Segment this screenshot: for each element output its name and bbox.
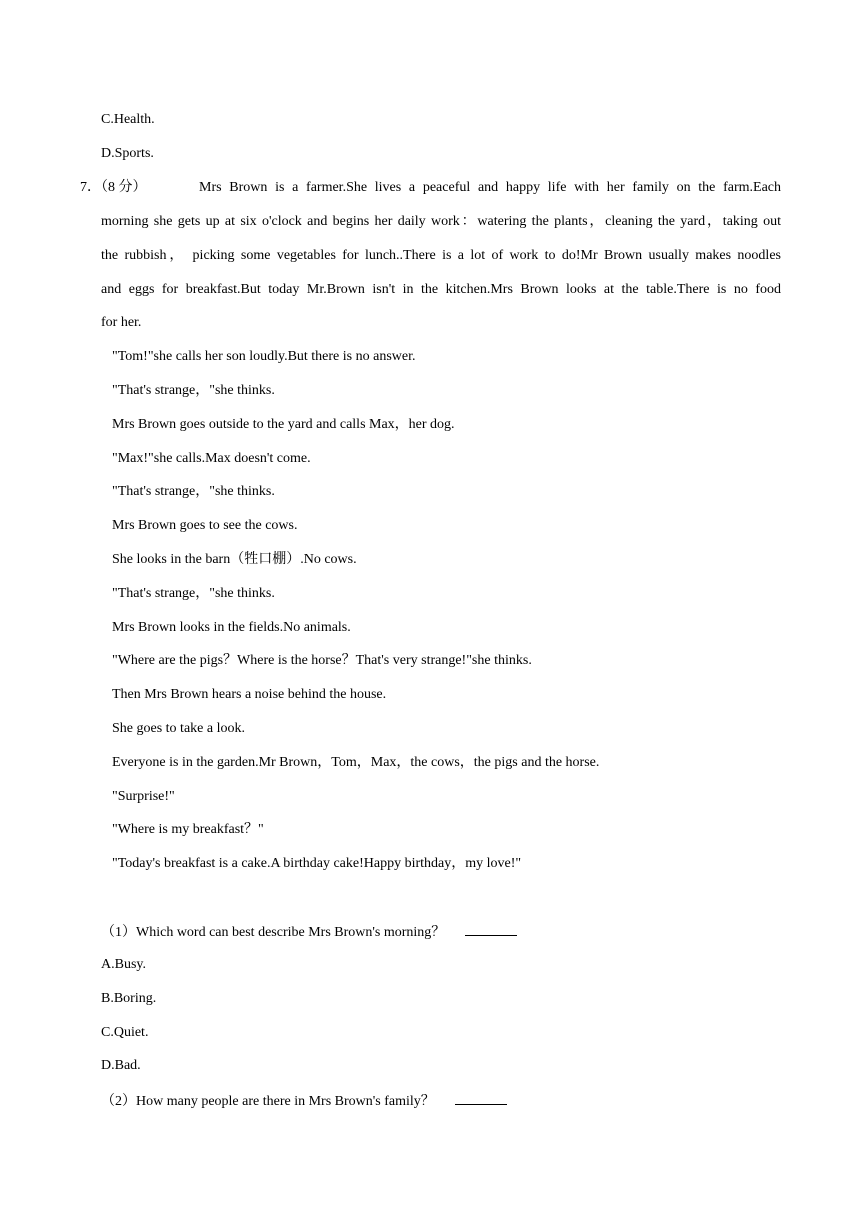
passage-line: Mrs Brown is a farmer.She lives a peaceful and happy life with her family on the farm.Each [199,180,781,195]
passage-line: the rubbish， picking some vegetables for lunch..There is a lot of work to do!Mr Brown usually makes noodles [101,248,781,263]
sub1-option-c: C.Quiet. [101,1025,149,1040]
passage-line: for her. [101,315,142,330]
answer-blank[interactable] [465,921,517,936]
sub-question-2 [101,1090,507,1110]
story-line: Mrs Brown goes to see the cows. [112,518,298,533]
story-line: Mrs Brown looks in the fields.No animals. [112,620,351,635]
sub-question-2-stem: （2）How many people are there in Mrs Brown's family？ [101,1094,435,1109]
story-line: Then Mrs Brown hears a noise behind the house. [112,687,387,702]
sub-question-1-stem: （1）Which word can best describe Mrs Brown's morning？ [101,925,446,940]
sub1-option-d: D.Bad. [101,1058,141,1073]
question-number: 7．（8 分） [80,180,147,195]
sub1-option-a: A.Busy. [101,957,146,972]
story-line: "That's strange，"she thinks. [112,383,275,398]
story-line: "Where is my breakfast？" [112,822,264,837]
sub1-option-b: B.Boring. [101,991,157,1006]
story-line: "Surprise!" [112,789,175,804]
sub-question-1 [101,921,517,941]
story-line: "That's strange，"she thinks. [112,586,275,601]
story-line: "Today's breakfast is a cake.A birthday cake!Happy birthday，my love!" [112,856,522,871]
answer-blank[interactable] [455,1090,507,1105]
passage-line: morning she gets up at six o'clock and begins her daily work：watering the plants，cleaning the yard，taking out [101,214,781,229]
option-d-prev: D.Sports. [101,146,154,161]
passage-line: and eggs for breakfast.But today Mr.Brown isn't in the kitchen.Mrs Brown looks at the table.There is no food [101,282,781,297]
story-line: "Max!"she calls.Max doesn't come. [112,451,311,466]
story-line: "That's strange，"she thinks. [112,484,275,499]
story-line: Everyone is in the garden.Mr Brown，Tom，Max，the cows，the pigs and the horse. [112,755,600,770]
story-line: She looks in the barn（牲口棚）.No cows. [112,552,357,567]
story-line: She goes to take a look. [112,721,245,736]
story-line: "Tom!"she calls her son loudly.But there is no answer. [112,349,416,364]
option-c-prev: C.Health. [101,112,155,127]
story-line: "Where are the pigs？Where is the horse？That's very strange!"she thinks. [112,653,532,668]
story-line: Mrs Brown goes outside to the yard and calls Max，her dog. [112,417,455,432]
